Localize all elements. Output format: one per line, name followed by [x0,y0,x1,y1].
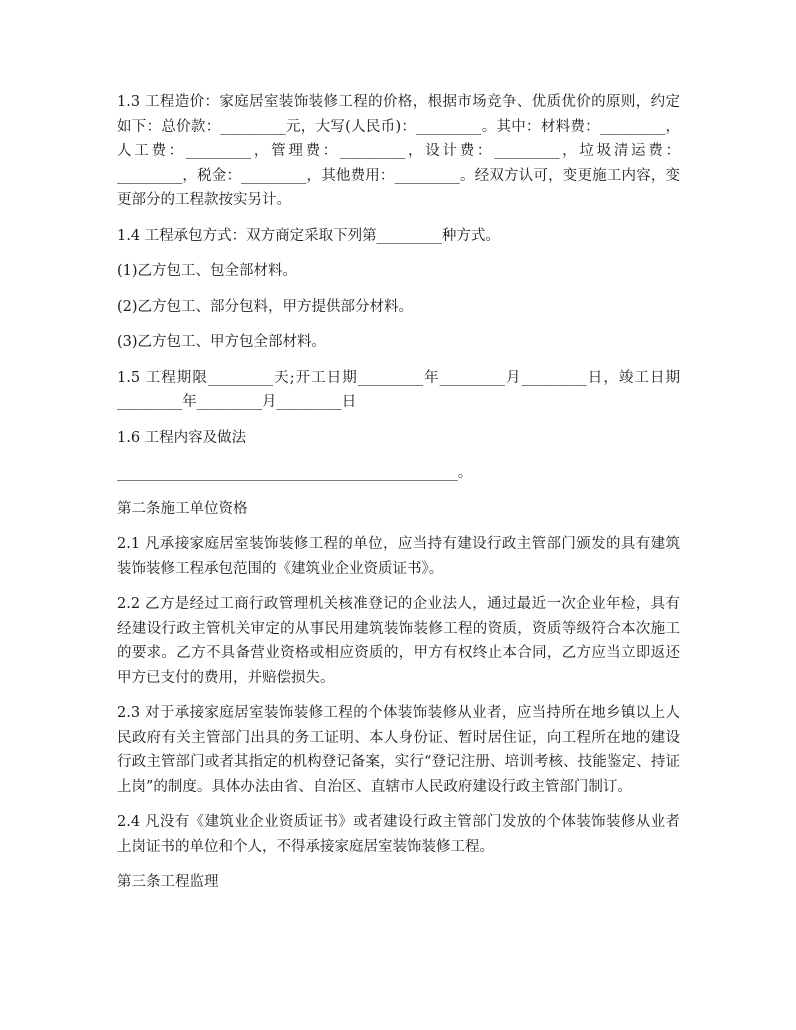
section-3-heading: 第三条工程监理 [117,874,219,890]
clause-1-5-project-period: 1.5 工程期限_________天;开工日期_________年_________月_________日，竣工日期_________年_________月_________日 [117,369,680,410]
clause-2-2: 2.2 乙方是经过工商行政管理机关核准登记的企业法人，通过最近一次企业年检，具有经建设行政主管机关审定的从事民用建筑装饰装修工程的资质，资质等级符合本次施工的要求。乙方不具备营业资格或相应资质的，甲方有权终止本合同，乙方应当立即返还甲方已支付的费用，并赔偿损失。 [117,596,680,686]
option-2: (2)乙方包工、部分包料，甲方提供部分材料。 [117,298,414,315]
option-3: (3)乙方包工、甲方包全部材料。 [117,334,327,350]
section-2-heading: 第二条施工单位资格 [117,500,248,517]
clause-2-4: 2.4 凡没有《建筑业企业资质证书》或者建设行政主管部门发放的个体装饰装修从业者上岗证书的单位和个人，不得承接家庭居室装饰装修工程。 [117,814,680,855]
clause-1-6-project-content: 1.6 工程内容及做法 [117,429,247,446]
clause-2-1: 2.1 凡承接家庭居室装饰装修工程的单位，应当持有建设行政主管部门颁发的具有建筑装饰装修工程承包范围的《建筑业企业资质证书》。 [117,536,680,577]
clause-2-3: 2.3 对于承接家庭居室装饰装修工程的个体装饰装修从业者，应当持所在地乡镇以上人民政府有关主管部门出具的务工证明、本人身份证、暂时居住证，向工程所在地的建设行政主管部门或者其指定的机构登记备案，实行“登记注册、培训考核、技能鉴定、持证上岗”的制度。具体办法由省、自治区、直辖市人民政府建设行政主管部门制订。 [117,705,680,795]
clause-1-3-project-cost: 1.3 工程造价：家庭居室装饰装修工程的价格，根据市场竞争、优质优价的原则，约定如下：总价款：_________元，大写(人民币)：_________。其中：材料费：_________，人工费：_________，管理费：_________，设计费：_________，垃圾清运费：_________，税金：_________，其他费用：_________。经双方认可，变更施工内容，变更部分的工程款按实另计。 [117,94,680,208]
option-1: (1)乙方包工、包全部材料。 [117,263,298,279]
blank-line: _______________________________________________。 [117,465,473,481]
document-page [117,90,680,906]
clause-1-4-contract-method: 1.4 工程承包方式：双方商定采取下列第_________种方式。 [117,227,500,244]
